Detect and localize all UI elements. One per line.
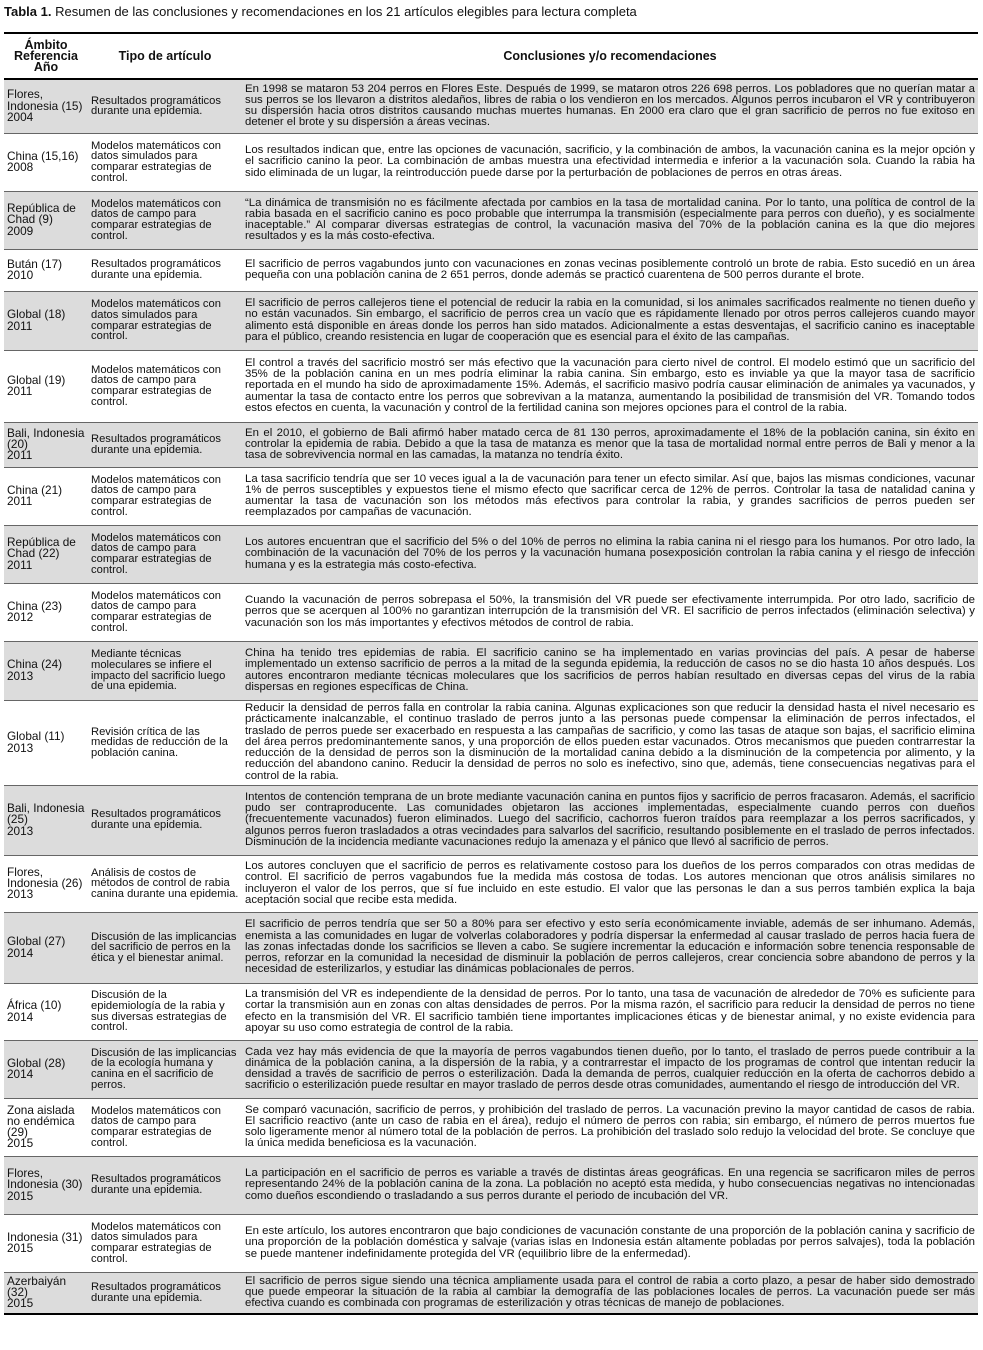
row-type: Resultados programáticos durante una epidemia. xyxy=(88,249,242,291)
row-scope: Azerbaiyán (32) xyxy=(7,1273,67,1300)
row-scope: República de Chad (9) xyxy=(7,201,76,227)
header-scope-line2: Referencia xyxy=(14,48,78,63)
row-scope-cell xyxy=(4,1214,88,1272)
row-year: 2011 xyxy=(7,494,33,508)
row-type: Resultados programáticos durante una epidemia. xyxy=(88,422,242,467)
row-conclusion: Cuando la vacunación de perros sobrepasa el 50%, la transmisión del VR puede ser efectivamente interrumpida. Por otro lado, sacrificio de perros que se acerquen al 100% no garantizan interrupción de la transmisión del VR. El sacrificio de perros infectados (eliminación selectiva) y vacunación son los más importantes y efectivos métodos de control de rabia. xyxy=(242,583,978,641)
row-type: Resultados programáticos durante una epidemia. xyxy=(88,79,242,133)
row-year: 2010 xyxy=(7,268,34,282)
summary-table xyxy=(4,32,978,1315)
table-body xyxy=(4,79,978,1314)
row-scope: Global (18) xyxy=(7,307,66,322)
row-scope: Indonesia (31) xyxy=(7,1229,83,1244)
row-conclusion: Cada vez hay más evidencia de que la mayoría de perros vagabundos tienen dueño, por lo tanto, el traslado de perros puede contribuir a la dinámica de la población canina, a la dispersión de la rabia, y a contrarrestar el impacto de los programas de control que intentan reducir la densidad a través de sacrificio de perros o esterilización. Dada la demanda de perros, cualquier reducción en la oferta de cachorros debido a sacrificio o esterilización puede resultar en mayor traslado de perros desde otras comunidades, aumentando el riesgo de introducción del VR. xyxy=(242,1040,978,1098)
row-scope-cell xyxy=(4,855,88,912)
row-scope-cell xyxy=(4,700,88,785)
row-scope-cell xyxy=(4,1040,88,1098)
row-conclusion: China ha tenido tres epidemias de rabia. El sacrificio canino se ha implementado en varias provincias del país. A pesar de haberse implementado un extenso sacrificio de perros a la mitad de la segunda epidemia, la reducción de casos no se dio hasta 10 años después. Los autores encontraron mediante técnicas moleculares que los sacrificios de perros habían resultado en diversas cepas del virus de la rabia dispersas en regiones específicas de China. xyxy=(242,641,978,700)
row-year: 2013 xyxy=(7,740,34,755)
row-scope: Flores, Indonesia (26) xyxy=(7,864,83,890)
row-scope: Bali, Indonesia (25) xyxy=(7,801,85,827)
row-conclusion: El control a través del sacrificio mostró ser más efectivo que la vacunación para cierto nivel de control. El modelo estimó que un sacrificio del 35% de la población canina en un mes podría eliminar la rabia canina. Sin embargo, esto es inviable ya que la mayor tasa de sacrificio reportada en el mundo ha sido de aproximadamente 15%. Además, el sacrificio masivo podría causar eliminación de animales ya vacunados, y aumentar la tasa de contacto entre los perros que sobrevivan a la matanza, aumentando la posibilidad de transmisión del VR. Tomando todos estos efectos en cuenta, la vacunación y control de la fertilidad canina son mejores opciones para el control de la rabia. xyxy=(242,350,978,422)
row-type: Mediante técnicas moleculares se infiere el impacto del sacrificio luego de una epidemia. xyxy=(88,641,242,700)
row-year: 2012 xyxy=(7,610,34,624)
row-scope-cell xyxy=(4,983,88,1040)
row-conclusion: Se comparó vacunación, sacrificio de perros, y prohibición del traslado de perros. La vacunación previno la mayor cantidad de casos de rabia. El sacrificio reactivo (ante un caso de rabia en el área), redujo el número de perros con rabia; sin embargo, el número de perros muertos fue solo ligeramente menor al número total de la población de perros. La prohibición del traslado solo redujo la velocidad del brote. Se concluye que la única medida beneficiosa es la vacunación. xyxy=(242,1098,978,1156)
row-scope: China (15,16) xyxy=(7,148,79,163)
table-row xyxy=(4,855,978,912)
row-conclusion: Reducir la densidad de perros falla en controlar la rabia canina. Algunas explicaciones son que reducir la densidad hasta el nivel necesario es prácticamente inalcanzable, el continuo traslado de perros junto a las personas puede compensar la eliminación de perros infectados, el traslado de perros puede ser exacerbado en respuesta a las campañas de sacrificio, y como las tasas de ataque son bajas, el sacrificio elimina del área perros predominantemente sanos, y una proporción de ellos pueden estar vacunados. Otros mecanismos que pueden contrarrestar la reducción de la densidad de perros son la disminución de la mortalidad canina debido a la disminución de la competencia por alimento, y la reducción del abandono canino. Reducir la densidad de perros no solo es inefectivo, sino que, además, tiene consecuencias negativas para el control de la rabia. xyxy=(242,700,978,785)
table-row xyxy=(4,583,978,641)
row-year: 2014 xyxy=(7,1009,34,1024)
row-year: 2013 xyxy=(7,887,34,902)
table-row xyxy=(4,1098,978,1156)
row-conclusion: La participación en el sacrificio de perros es variable a través de distintas áreas geográficas. En una regencia se sacrificaron miles de perros representando 24% de la población canina de la zona. La población no aceptó esta medida, y hubo consecuencias negativas no intencionadas como dueños escondiendo o trasladando a sus perros durante el periodo de incubación del VR. xyxy=(242,1156,978,1214)
row-scope: Global (28) xyxy=(7,1055,66,1070)
header-row xyxy=(4,33,978,79)
caption-text: Resumen de las conclusiones y recomendaciones en los 21 artículos elegibles para lectura completa xyxy=(55,4,637,19)
row-scope: China (21) xyxy=(7,482,63,497)
row-conclusion: En el 2010, el gobierno de Bali afirmó haber matado cerca de 81 130 perros, aproximadamente el 18% de la población canina, sin éxito en controlar la epidemia de rabia. Debido a que la tasa de matanza es menor que la tasa de mortalidad normal entre perros de Bali y menor a la tasa de sobrevivencia normal en las camadas, la matanza no tendría éxito. xyxy=(242,422,978,467)
row-conclusion: Los resultados indican que, entre las opciones de vacunación, sacrificio, y la combinación de ambos, la vacunación canina es la mejor opción y el sacrificio canino la peor. La combinación de ambas muestra una efectividad intermedia e inferior a la vacunación sola. Cuando la rabia ha sido eliminada de un lugar, la reintroducción puede darse por la perturbación de poblaciones de perros en otras áreas. xyxy=(242,133,978,191)
table-row xyxy=(4,641,978,700)
row-type: Revisión crítica de las medidas de reducción de la población canina. xyxy=(88,700,242,785)
row-conclusion: “La dinámica de transmisión no es fácilmente afectada por cambios en la tasa de mortalidad canina. Por lo tanto, una política de control de la rabia basada en el sacrificio canino es poco probable que interrumpa la transmisión (especialmente para perros con dueño), y es socialmente inaceptable.” Al comparar diversas estrategias de control, la vacunación masiva del 70% de la población canina es la que dio mejores resultados y es la más costo-efectiva. xyxy=(242,191,978,249)
row-year: 2009 xyxy=(7,223,34,238)
header-scope-line3: Año xyxy=(33,59,59,74)
row-type: Modelos matemáticos con datos de campo para comparar estrategias de control. xyxy=(88,525,242,583)
row-scope-cell xyxy=(4,191,88,249)
row-scope-cell xyxy=(4,133,88,191)
row-type: Análisis de costos de métodos de control de rabia canina durante una epidemia. xyxy=(88,855,242,912)
row-scope: Global (19) xyxy=(7,372,66,387)
row-year: 2013 xyxy=(7,823,34,838)
row-scope: Zona aislada no endémica (29) xyxy=(7,1102,75,1139)
table-row xyxy=(4,1156,978,1214)
header-type: Tipo de artículo xyxy=(88,33,242,79)
row-scope-cell xyxy=(4,641,88,700)
row-year: 2011 xyxy=(7,384,33,398)
row-scope: China (23) xyxy=(7,598,63,613)
row-year: 2015 xyxy=(7,1241,34,1255)
table-row xyxy=(4,291,978,350)
row-year: 2011 xyxy=(7,318,33,333)
row-scope: Global (27) xyxy=(7,934,66,949)
table-row xyxy=(4,467,978,525)
row-conclusion: El sacrificio de perros tendría que ser 50 a 80% para ser efectivo y esto sería económicamente inviable, además de ser inhumano. Además, enemista a las comunidades en lugar de volverlas colaboradores y podría dispersar la enfermedad al causar traslado de perros hacia fuera de las zonas infectadas donde los sacrificios se lleven a cabo. Se sugiere incrementar la educación e información sobre tenencia responsable de perros, reforzar en la comunidad la necesidad de disminuir la población de perros callejeros, crear conciencia sobre abandono de perros y la necesidad de esterilizarlos, y estudiar las dinámicas poblacionales de perros. xyxy=(242,912,978,983)
row-type: Modelos matemáticos con datos de campo para comparar estrategias de control. xyxy=(88,583,242,641)
row-conclusion: El sacrificio de perros callejeros tiene el potencial de reducir la rabia en la comunidad, si los animales sacrificados realmente no tienen dueño y no están vacunados. Sin embargo, el sacrificio de perros crea un vacío que es rápidamente llenado por otros perros callejeros cuando mayor alimento está disponible en áreas donde los perros han sido matados. Adicionalmente a estas desventajas, el sacrificio canino es inaceptable para el público, creando resistencia en lugar de cooperación que es esencial para el éxito de las campañas. xyxy=(242,291,978,350)
row-scope: Flores, Indonesia (30) xyxy=(7,1166,83,1192)
row-conclusion: En 1998 se mataron 53 204 perros en Flores Este. Después de 1999, se mataron otros 226 698 perros. Los pobladores que no querían matar a sus perros se los llevaron a distritos aledaños, libres de rabia o los vendieron en los mercados. Algunos perros incubaron el VR y contribuyeron su dispersión hacia otros distritos causando muchas muertes humanas. En 2000 era claro que el gran sacrificio de perros no fue exitoso en detener el brote y su dispersión a áreas vecinas. xyxy=(242,79,978,133)
row-scope-cell xyxy=(4,525,88,583)
row-scope-cell xyxy=(4,583,88,641)
row-year: 2015 xyxy=(7,1296,34,1311)
table-row xyxy=(4,133,978,191)
row-type: Modelos matemáticos con datos simulados para comparar estrategias de control. xyxy=(88,291,242,350)
table-row xyxy=(4,191,978,249)
row-type: Discusión de la epidemiología de la rabia y sus diversas estrategias de control. xyxy=(88,983,242,1040)
row-type: Modelos matemáticos con datos de campo para comparar estrategias de control. xyxy=(88,1098,242,1156)
row-year: 2015 xyxy=(7,1136,34,1151)
row-type: Modelos matemáticos con datos de campo para comparar estrategias de control. xyxy=(88,467,242,525)
row-conclusion: Intentos de contención temprana de un brote mediante vacunación canina en puntos fijos y sacrificio de perros fracasaron. Además, el sacrificio pudo ser contraproducente. Las comunidades objetaron las acciones implementadas, especialmente cuando perros con dueños (frecuentemente vacunados) fueron eliminados. Luego del sacrificio, cachorros fueron traídos para reemplazar a los perros sacrificados, y algunos perros fueron trasladados a otras vecindades para salvarlos del sacrificio, resultando posiblemente en el traslado de perros infectados. Disminución de la incidencia mediante vacunaciones redujo la amenaza y el pánico que llevó al sacrificio de perros. xyxy=(242,785,978,855)
row-year: 2008 xyxy=(7,160,34,174)
caption-label: Tabla 1. xyxy=(4,4,52,19)
row-type: Discusión de las implicancias de la ecología humana y canina en el sacrificio de perros. xyxy=(88,1040,242,1098)
table-row xyxy=(4,983,978,1040)
header-conclusions: Conclusiones y/o recomendaciones xyxy=(242,33,978,79)
row-scope: Global (11) xyxy=(7,729,65,744)
row-scope-cell xyxy=(4,912,88,983)
row-conclusion: El sacrificio de perros sigue siendo una técnica ampliamente usada para el control de rabia a corto plazo, a pesar de haber sido demostrado que puede empeorar la situación de la rabia al cambiar la demografía de las poblaciones locales de perros. La vacunación puede ser más efectiva cuando es combinada con programas de esterilización y otras técnicas de manejo de poblaciones. xyxy=(242,1272,978,1314)
row-scope-cell xyxy=(4,291,88,350)
row-conclusion: La transmisión del VR es independiente de la densidad de perros. Por lo tanto, una tasa de vacunación de alrededor de 70% es suficiente para cortar la transmisión aun en zonas con altas densidades de perros. Por la misma razón, el sacrificio para reducir la densidad de perros no tiene efecto en la transmisión del VR. El sacrificio también tiene importantes implicaciones éticas y de bienestar animal, y no existe evidencia para apoyar su uso como estrategia de control de la rabia. xyxy=(242,983,978,1040)
table-row xyxy=(4,525,978,583)
row-scope: Flores, Indonesia (15) xyxy=(7,87,83,113)
row-scope-cell xyxy=(4,1098,88,1156)
table-row xyxy=(4,1272,978,1314)
row-conclusion: El sacrificio de perros vagabundos junto con vacunaciones en zonas vecinas posiblemente controló un brote de rabia. Esto sucedió en un área pequeña con una población canina de 2 651 perros, donde además se practicó cuarentena de 500 perros durante el brote. xyxy=(242,249,978,291)
row-conclusion: En este artículo, los autores encontraron que bajo condiciones de vacunación constante de una proporción de la población canina y sacrificio de una proporción de la población doméstica y salvaje (varias islas en Indonesia están altamente pobladas por perros salvajes), toda la población se puede mantener indefinidamente protegida del VR (equilibrio libre de la enfermedad). xyxy=(242,1214,978,1272)
row-conclusion: Los autores encuentran que el sacrificio del 5% o del 10% de perros no elimina la rabia canina ni el riesgo para los humanos. Por otro lado, la combinación de la vacunación del 70% de los perros y la vacunación humana posexposición controlan la rabia canina y el riesgo de infección humana y es la estrategia más costo-efectiva. xyxy=(242,525,978,583)
table-row xyxy=(4,1214,978,1272)
row-type: Modelos matemáticos con datos de campo para comparar estrategias de control. xyxy=(88,191,242,249)
row-year: 2011 xyxy=(7,557,33,572)
row-scope-cell xyxy=(4,79,88,133)
row-type: Resultados programáticos durante una epidemia. xyxy=(88,1272,242,1314)
table-caption xyxy=(4,4,637,20)
row-scope-cell xyxy=(4,1156,88,1214)
row-year: 2014 xyxy=(7,945,34,960)
row-conclusion: Los autores concluyen que el sacrificio de perros es relativamente costoso para los dueños de los perros comparados con otras medidas de control. El sacrificio de perros vagabundos fue la medida más costosa de todas. Los autores mencionan que otros análisis similares no incluyeron el valor de los perros, que sí fue incluido en este estudio. El valor que las personas le dan a sus perros también explica la baja aceptación social que recibe esta medida. xyxy=(242,855,978,912)
table-row xyxy=(4,422,978,467)
row-type: Resultados programáticos durante una epidemia. xyxy=(88,785,242,855)
row-conclusion: La tasa sacrificio tendría que ser 10 veces igual a la de vacunación para tener un efecto similar. Así que, bajos las mismas condiciones, vacunar 1% de perros susceptibles y expuestos tiene el mismo efecto que sacrificar cerca de 12% de perros. Controlar la tasa de natalidad canina y aumentar la tasa de vacunación son los métodos más efectivos para controlar la rabia, y grandes sacrificios de perros pueden ser reemplazados por campañas de vacunación. xyxy=(242,467,978,525)
header-scope-line1: Ámbito xyxy=(24,37,68,52)
row-year: 2011 xyxy=(7,448,33,463)
table-row xyxy=(4,912,978,983)
row-type: Modelos matemáticos con datos simulados para comparar estrategias de control. xyxy=(88,1214,242,1272)
row-scope-cell xyxy=(4,422,88,467)
table-row xyxy=(4,785,978,855)
row-year: 2013 xyxy=(7,668,34,683)
table-row xyxy=(4,1040,978,1098)
row-scope: China (24) xyxy=(7,657,63,672)
row-scope: Bután (17) xyxy=(7,256,63,271)
row-type: Discusión de las implicancias del sacrificio de perros en la ética y el bienestar animal. xyxy=(88,912,242,983)
row-scope: República de Chad (22) xyxy=(7,535,76,561)
table-row xyxy=(4,350,978,422)
table-row xyxy=(4,79,978,133)
header-scope xyxy=(4,33,88,79)
row-type: Resultados programáticos durante una epidemia. xyxy=(88,1156,242,1214)
row-scope-cell xyxy=(4,1272,88,1314)
row-type: Modelos matemáticos con datos de campo para comparar estrategias de control. xyxy=(88,350,242,422)
row-year: 2014 xyxy=(7,1067,34,1081)
row-year: 2004 xyxy=(7,109,34,124)
row-scope-cell xyxy=(4,350,88,422)
table-row xyxy=(4,700,978,785)
row-scope-cell xyxy=(4,249,88,291)
row-scope: África (10) xyxy=(7,998,62,1013)
row-scope: Bali, Indonesia (20) xyxy=(7,425,85,451)
row-type: Modelos matemáticos con datos simulados para comparar estrategias de control. xyxy=(88,133,242,191)
row-scope-cell xyxy=(4,467,88,525)
table-row xyxy=(4,249,978,291)
row-scope-cell xyxy=(4,785,88,855)
row-year: 2015 xyxy=(7,1188,34,1203)
